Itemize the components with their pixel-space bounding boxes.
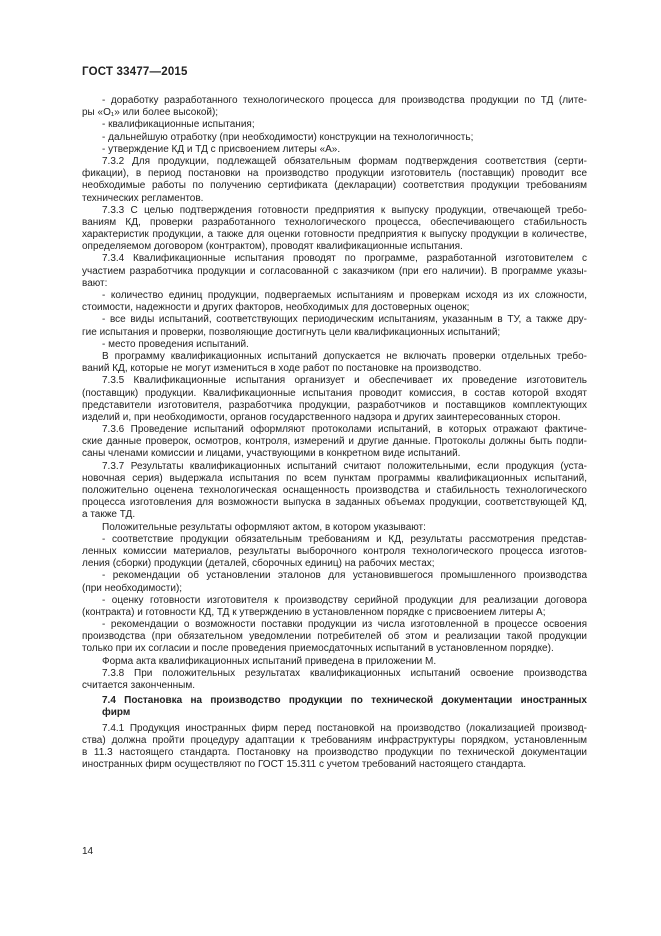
text-line: 7.3.6 Проведение испытаний оформляют протоколами испытаний, в которых отражают фактиче- (102, 424, 587, 436)
text-line: - оценку готовности изготовителя к производству серийной продукции для реализации договора (102, 594, 587, 606)
text-line: ленных комиссии материалов, результаты выборочного контроля технологического процесса изготов- (82, 545, 587, 557)
text-line: - доработку разработанного технологического процесса для производства продукции по ТД (лите- (102, 95, 587, 106)
text-line: - квалификационные испытания; (102, 119, 255, 131)
text-line: фикации), в период постановки на производство продукции изготовитель (поставщик) проводит все (82, 168, 587, 180)
text-line: 7.3.5 Квалификационные испытания организует и обеспечивает их проведение изготовитель (102, 375, 587, 387)
text-line: гие испытания и проверки, позволяющие достигнуть цели квалификационных испытаний; (82, 326, 501, 338)
text-line: характеристик продукции, а также для оценки готовности предприятия к выпуску продукции в количестве, (82, 229, 587, 241)
text-line: ства) должна пройти процедуру адаптации к требованиям инфраструктуры порядком, установленным (82, 734, 587, 746)
text-line: - рекомендации о возможности поставки продукции из числа изготовленной в процессе освоения (102, 619, 587, 631)
text-line: (поставщик) продукции. Квалификационные испытания проводит комиссия, в состав которой входят (82, 387, 587, 399)
text-line: положительно оценена технологическая оснащенность производства и стабильность технологического (82, 485, 587, 496)
text-line: 7.3.7 Результаты квалификационных испытаний считают положительными, если продукция (уста- (102, 460, 587, 472)
text-line: необходимые работы по получению сертификата (декларации) соответствия продукции требованиям (82, 180, 587, 192)
text-line: новочная серия) выдержала испытания по всем пунктам программы квалификационных испытаний, (82, 472, 587, 484)
text-line: - место проведения испытаний. (102, 338, 249, 350)
text-line: представители изготовителя, разработчика продукции, разработчиков и поставщиков комплектующих (82, 399, 587, 411)
body-text-block (82, 723, 587, 772)
text-line: 7.3.4 Квалификационные испытания проводят по программе, разработанной изготовителем с (102, 253, 587, 265)
text-line: (контракта) и готовности КД, ТД к утверждению в установленном порядке с присвоением литеры А; (82, 606, 546, 618)
document-code-header: ГОСТ 33477—2015 (82, 66, 188, 78)
text-line: определяемом договором (контрактом), проводят квалификационные испытания. (82, 241, 463, 253)
text-line: ские данные проверок, осмотров, контроля, измерений и другие данные. Протоколы должны быть подпи- (82, 436, 587, 448)
text-line: В программу квалификационных испытаний допускается не включать проверки отдельных требо- (102, 350, 587, 362)
text-line: процесса изготовления для возможности выпуска в заданных объемах продукции, соответствующей КД, (82, 497, 587, 509)
text-line: в 11.3 настоящего стандарта. Постановку на производство продукции по технической документации (82, 746, 587, 758)
text-line: стоимости, надежности и других факторов, необходимых для достоверных оценок; (82, 302, 470, 314)
text-line: - количество единиц продукции, подвергаемых испытаниям и проверкам исходя из их сложности, (102, 290, 587, 301)
page-number: 14 (82, 846, 94, 857)
section-heading-line: 7.4 Постановка на производство продукции по технической документации иностранных (102, 695, 587, 707)
text-line: 7.3.8 При положительных результатах квалификационных испытаний освоение производства (102, 667, 587, 679)
text-line: Форма акта квалификационных испытаний приведена в приложении М. (102, 655, 437, 667)
text-line: 7.3.3 С целью подтверждения готовности предприятия к выпуску продукции, отвечающей требо- (102, 204, 587, 216)
body-text-block (82, 95, 587, 692)
text-line: (при необходимости); (82, 582, 183, 594)
text-line: вают: (82, 277, 108, 289)
text-line: технических регламентов. (82, 192, 204, 204)
text-line: саны членами комиссии и лицами, участвующими в конкретном виде испытаний. (82, 448, 461, 460)
section-heading-line: фирм (102, 707, 131, 719)
text-line: только при их согласии и после проведения приемосдаточных испытаний в установленном порядке). (82, 643, 554, 655)
text-line: - утверждение КД и ТД с присвоением литеры «А». (102, 143, 341, 155)
text-line: ваний КД, которые не могут измениться в ходе работ по постановке на производство. (82, 363, 482, 375)
text-line: иностранных фирм осуществляют по ГОСТ 15.311 с учетом требований настоящего стандарта. (82, 759, 527, 771)
text-line: участием разработчика продукции и согласованной с заказчиком (при его наличии). В программе указы- (82, 265, 587, 277)
text-line: 7.4.1 Продукция иностранных фирм перед постановкой на производство (локализацией производ- (102, 722, 587, 734)
section-heading (82, 695, 587, 719)
text-line: ления (сборки) продукции (деталей, сборочных единиц) на рабочих местах; (82, 558, 435, 570)
text-line: - рекомендации об установлении эталонов для установившегося промышленного производства (102, 570, 587, 582)
text-line: считается законченным. (82, 680, 195, 691)
text-line: - все виды испытаний, соответствующих периодическим испытаниям, указанным в ТУ, а также дру- (102, 314, 587, 326)
text-line: а также ТД. (82, 509, 136, 521)
text-line: производства (при обязательном уведомлении потребителей об этом и реализации такой продукции (82, 631, 587, 643)
text-line: - соответствие продукции обязательным требованиям и КД, результаты рассмотрения представ- (102, 533, 587, 545)
text-line: ры «О₁» или более высокой); (82, 107, 219, 119)
text-line: - дальнейшую отработку (при необходимости) конструкции на технологичность; (102, 131, 474, 143)
document-body (82, 95, 587, 771)
text-line: ваниям КД, проверки разработанного технологического процесса, обеспечивающего стабильность (82, 216, 587, 228)
text-line: Положительные результаты оформляют актом, в котором указывают: (102, 521, 426, 533)
text-line: изделий и, при необходимости, органов государственного надзора и других заинтересованных сторон. (82, 411, 561, 423)
text-line: 7.3.2 Для продукции, подлежащей обязательным формам подтверждения соответствия (серти- (102, 155, 587, 167)
